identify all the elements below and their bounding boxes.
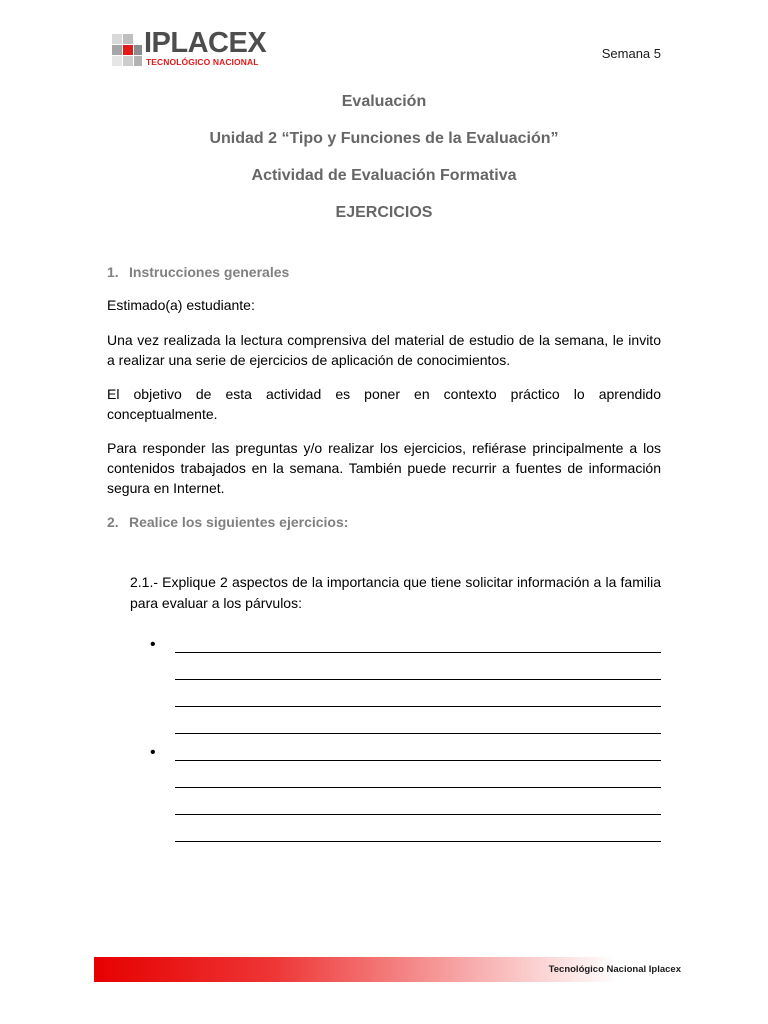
question-2-1: 2.1.- Explique 2 aspectos de la importancia que tiene solicitar información a la familia para evaluar a los párvulos: <box>130 574 661 611</box>
iplacex-logo <box>112 27 272 70</box>
answer-line[interactable] <box>175 760 661 761</box>
bullet-2: • <box>150 744 156 761</box>
logo-wordmark: IPLACEX <box>144 27 267 59</box>
logo-tagline: TECNOLÓGICO NACIONAL <box>146 57 259 67</box>
answer-line[interactable] <box>175 733 661 734</box>
answer-line[interactable] <box>175 679 661 680</box>
unit-title: Unidad 2 “Tipo y Funciones de la Evaluación” <box>209 130 559 147</box>
exercises-title: EJERCICIOS <box>335 204 433 221</box>
answer-line[interactable] <box>175 814 661 815</box>
paragraph-instructions: Para responder las preguntas y/o realizar los ejercicios, refiérase principalmente a los contenidos trabajados en la semana. También puede recurrir a fuentes de información segura en Internet. <box>107 440 661 496</box>
answer-line[interactable] <box>175 706 661 707</box>
answer-line[interactable] <box>175 652 661 653</box>
bullet-1: • <box>150 636 156 653</box>
section-2-heading <box>107 514 348 530</box>
footer-text: Tecnológico Nacional Iplacex <box>548 964 681 975</box>
paragraph-objective: El objetivo de esta actividad es poner en contexto práctico lo aprendido conceptualmente. <box>107 386 661 422</box>
section-1-number: 1. <box>107 264 119 280</box>
section-2-number: 2. <box>107 514 119 530</box>
answer-line[interactable] <box>175 787 661 788</box>
page-title: Evaluación <box>341 93 427 110</box>
week-label: Semana 5 <box>601 46 661 61</box>
section-2-title: Realice los siguientes ejercicios: <box>129 514 349 530</box>
activity-title: Actividad de Evaluación Formativa <box>251 167 517 184</box>
logo-squares-icon <box>112 34 144 66</box>
section-1-title: Instrucciones generales <box>129 264 290 280</box>
greeting: Estimado(a) estudiante: <box>107 297 255 313</box>
section-1-heading <box>107 264 289 280</box>
answer-line[interactable] <box>175 841 661 842</box>
paragraph-intro: Una vez realizada la lectura comprensiva del material de estudio de la semana, le invito a realizar una serie de ejercicios de aplicación de conocimientos. <box>107 332 661 368</box>
